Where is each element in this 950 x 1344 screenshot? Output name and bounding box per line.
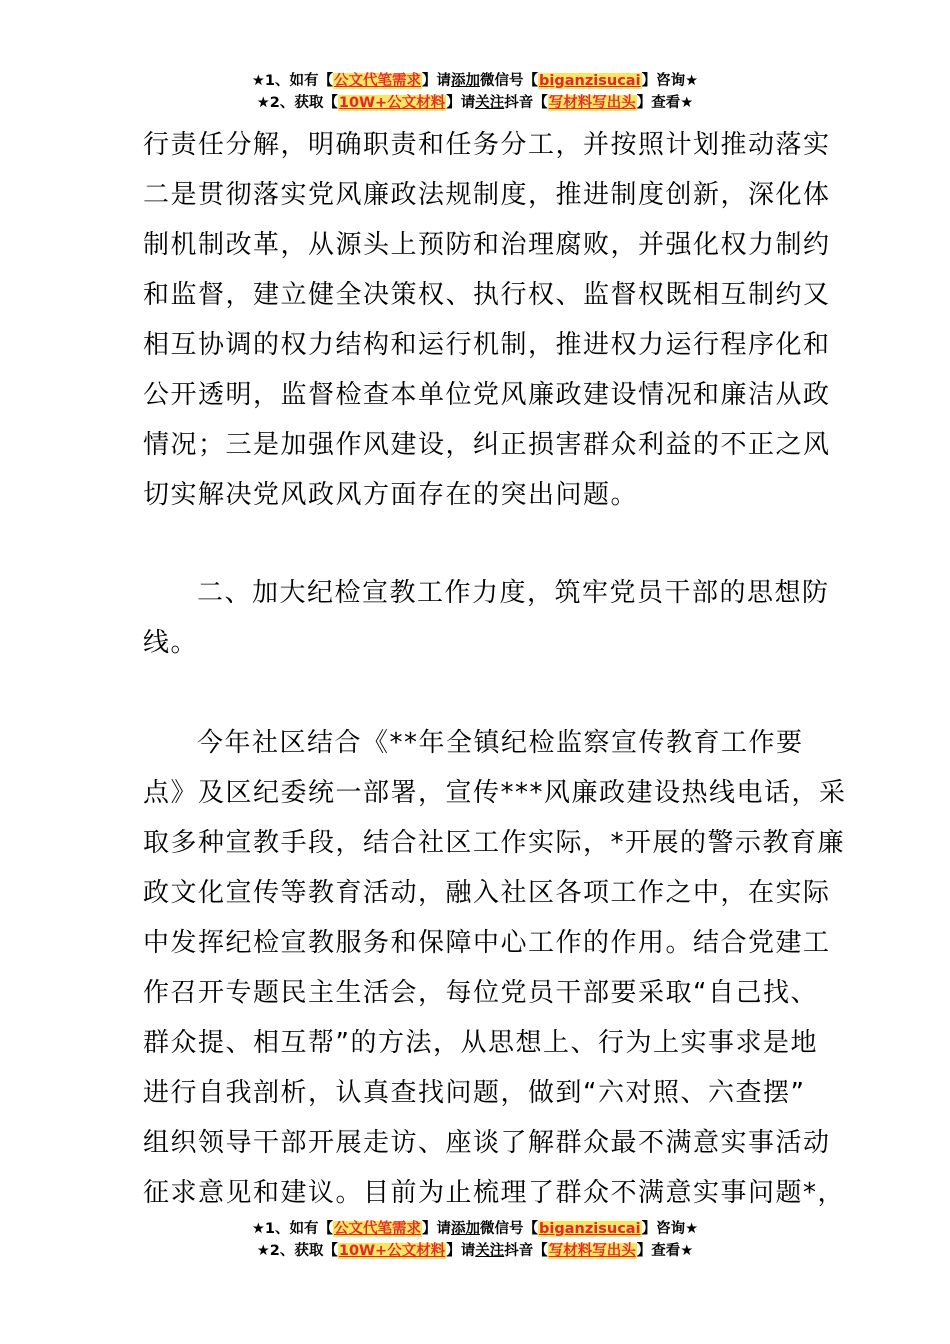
banner-text: ★2、获取【 bbox=[256, 1243, 338, 1259]
heading-line: 线。 bbox=[143, 628, 199, 658]
footer-banner bbox=[0, 1218, 950, 1262]
text-line: 取多种宣教手段，结合社区工作实际，*开展的警示教育廉 bbox=[143, 828, 846, 858]
text-line: 征求意见和建议。目前为止梳理了群众不满意实事问题*， bbox=[143, 1178, 846, 1208]
banner-text: 微信号【 bbox=[480, 73, 539, 89]
text-line: 公开透明，监督检查本单位党风廉政建设情况和廉洁从政 bbox=[143, 380, 831, 410]
footer-banner-line-1 bbox=[0, 1218, 950, 1240]
banner-text: ★2、获取【 bbox=[256, 95, 338, 111]
banner-highlight-service: 公文代笔需求 bbox=[334, 73, 422, 89]
banner-text: ★1、如有【 bbox=[251, 1221, 334, 1237]
paragraph-education bbox=[143, 718, 847, 1218]
banner-text: ★1、如有【 bbox=[251, 73, 334, 89]
text-line: 切实解决党风政风方面存在的突出问题。 bbox=[143, 480, 639, 510]
banner-text: 】请 bbox=[422, 1221, 452, 1237]
banner-text: 微信号【 bbox=[480, 1221, 539, 1237]
text-line: 情况；三是加强作风建设，纠正损害群众利益的不正之风 bbox=[143, 430, 831, 460]
banner-text: 】请 bbox=[422, 73, 452, 89]
footer-banner-line-2 bbox=[0, 1240, 950, 1262]
banner-text: 】查看★ bbox=[636, 1243, 694, 1259]
text-line: 进行自我剖析，认真查找问题，做到“六对照、六查摆” bbox=[143, 1078, 806, 1108]
banner-text: 】咨询★ bbox=[641, 73, 699, 89]
text-line: 行责任分解，明确职责和任务分工，并按照计划推动落实 bbox=[143, 130, 831, 160]
banner-text: 】请 bbox=[446, 95, 476, 111]
banner-highlight-service: 公文代笔需求 bbox=[334, 1221, 422, 1237]
heading-line: 二、加大纪检宣教工作力度，筑牢党员干部的思想防 bbox=[197, 578, 830, 608]
banner-text: 抖音【 bbox=[504, 1243, 548, 1259]
banner-highlight-wechat-id: biganzisucai bbox=[539, 1221, 641, 1237]
banner-text: 】咨询★ bbox=[641, 1221, 699, 1237]
text-line: 今年社区结合《**年全镇纪检监察宣传教育工作要 bbox=[197, 728, 804, 758]
header-banner-line-2 bbox=[0, 92, 950, 114]
text-line: 作召开专题民主生活会，每位党员干部要采取“自己找、 bbox=[143, 978, 818, 1008]
text-line: 制机制改革，从源头上预防和治理腐败，并强化权力制约 bbox=[143, 230, 831, 260]
text-line: 中发挥纪检宣教服务和保障中心工作的作用。结合党建工 bbox=[143, 928, 831, 958]
section-heading-2 bbox=[143, 568, 830, 668]
text-line: 群众提、相互帮”的方法，从思想上、行为上实事求是地 bbox=[143, 1028, 818, 1058]
banner-emphasis: 关注 bbox=[475, 1243, 505, 1259]
banner-text: 】请 bbox=[446, 1243, 476, 1259]
text-line: 组织领导干部开展走访、座谈了解群众最不满意实事活动 bbox=[143, 1128, 831, 1158]
banner-text: 】查看★ bbox=[636, 95, 694, 111]
text-line: 二是贯彻落实党风廉政法规制度，推进制度创新，深化体 bbox=[143, 180, 831, 210]
banner-emphasis: 添加 bbox=[451, 1221, 481, 1237]
banner-emphasis: 关注 bbox=[475, 95, 505, 111]
banner-highlight-materials: 10W+公文材料 bbox=[338, 95, 446, 111]
header-banner-line-1 bbox=[0, 70, 950, 92]
text-line: 相互协调的权力结构和运行机制，推进权力运行程序化和 bbox=[143, 330, 831, 360]
text-line: 点》及区纪委统一部署，宣传***风廉政建设热线电话，采 bbox=[143, 778, 847, 808]
text-line: 和监督，建立健全决策权、执行权、监督权既相互制约又 bbox=[143, 280, 831, 310]
header-banner bbox=[0, 70, 950, 114]
banner-highlight-wechat-id: biganzisucai bbox=[539, 73, 641, 89]
banner-highlight-douyin-account: 写材料写出头 bbox=[548, 1243, 636, 1259]
banner-emphasis: 添加 bbox=[451, 73, 481, 89]
banner-text: 抖音【 bbox=[504, 95, 548, 111]
text-line: 政文化宣传等教育活动，融入社区各项工作之中，在实际 bbox=[143, 878, 831, 908]
paragraph-responsibility bbox=[143, 120, 831, 520]
banner-highlight-materials: 10W+公文材料 bbox=[338, 1243, 446, 1259]
banner-highlight-douyin-account: 写材料写出头 bbox=[548, 95, 636, 111]
